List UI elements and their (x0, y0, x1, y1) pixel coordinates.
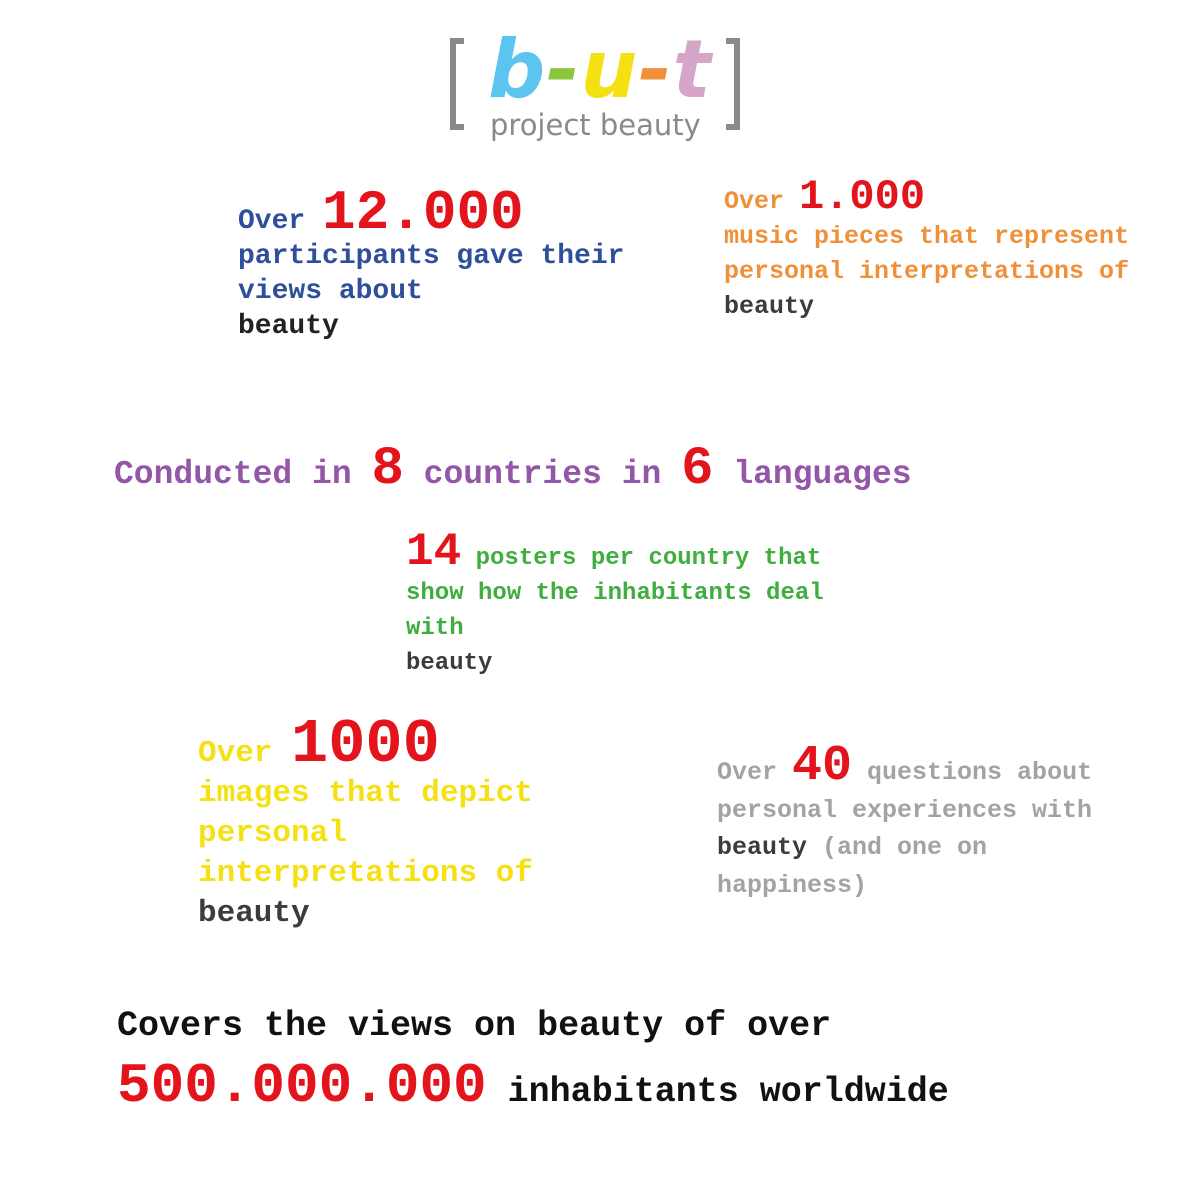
music-text: music pieces that represent personal interpretations of (724, 222, 1130, 286)
music-number: 1.000 (799, 173, 926, 221)
logo-letter-b: b (488, 23, 547, 116)
right-bracket-icon (726, 38, 740, 130)
questions-prefix: Over (717, 758, 793, 787)
countries-part3: languages (713, 456, 912, 493)
participants-end: beauty (238, 311, 339, 342)
questions-highlight: beauty (717, 833, 808, 862)
logo-dash-1: - (546, 23, 581, 116)
posters-end: beauty (406, 650, 493, 677)
images-stat (198, 709, 638, 934)
participants-stat (238, 181, 638, 344)
music-stat (724, 173, 1144, 324)
participants-text: participants gave their views about (238, 241, 625, 307)
questions-number: 40 (792, 738, 853, 795)
covers-stat (117, 996, 1177, 1122)
countries-part2: countries in (403, 456, 682, 493)
participants-number: 12.000 (322, 181, 524, 245)
logo-wordmark (488, 22, 712, 118)
logo-letter-u: u (580, 23, 639, 116)
logo-dash-2: - (638, 23, 673, 116)
covers-text2: inhabitants worldwide (486, 1072, 949, 1112)
left-bracket-icon (450, 38, 464, 130)
images-prefix: Over (198, 736, 292, 771)
languages-number: 6 (681, 439, 714, 500)
covers-text1: Covers the views on beauty of over (117, 1006, 832, 1046)
but-logo (450, 22, 750, 152)
countries-part1: Conducted in (114, 456, 372, 493)
questions-stat (717, 738, 1137, 904)
music-end: beauty (724, 292, 815, 321)
questions-text2: (and one on happiness) (717, 833, 988, 900)
countries-stat (114, 440, 1194, 505)
countries-number: 8 (371, 439, 404, 500)
images-text: images that depict personal interpretations of (198, 776, 533, 891)
questions-text1: questions about personal experiences with (717, 758, 1093, 825)
posters-number: 14 (406, 526, 462, 578)
posters-text: posters per country that show how the inhabitants deal with (406, 545, 824, 642)
covers-number: 500.000.000 (117, 1054, 487, 1118)
logo-letter-t: t (672, 23, 712, 116)
posters-stat (406, 526, 886, 681)
images-end: beauty (198, 896, 310, 931)
logo-subtitle: project beauty (490, 108, 701, 142)
participants-prefix: Over (238, 206, 323, 237)
music-prefix: Over (724, 187, 800, 216)
images-number: 1000 (291, 709, 440, 780)
